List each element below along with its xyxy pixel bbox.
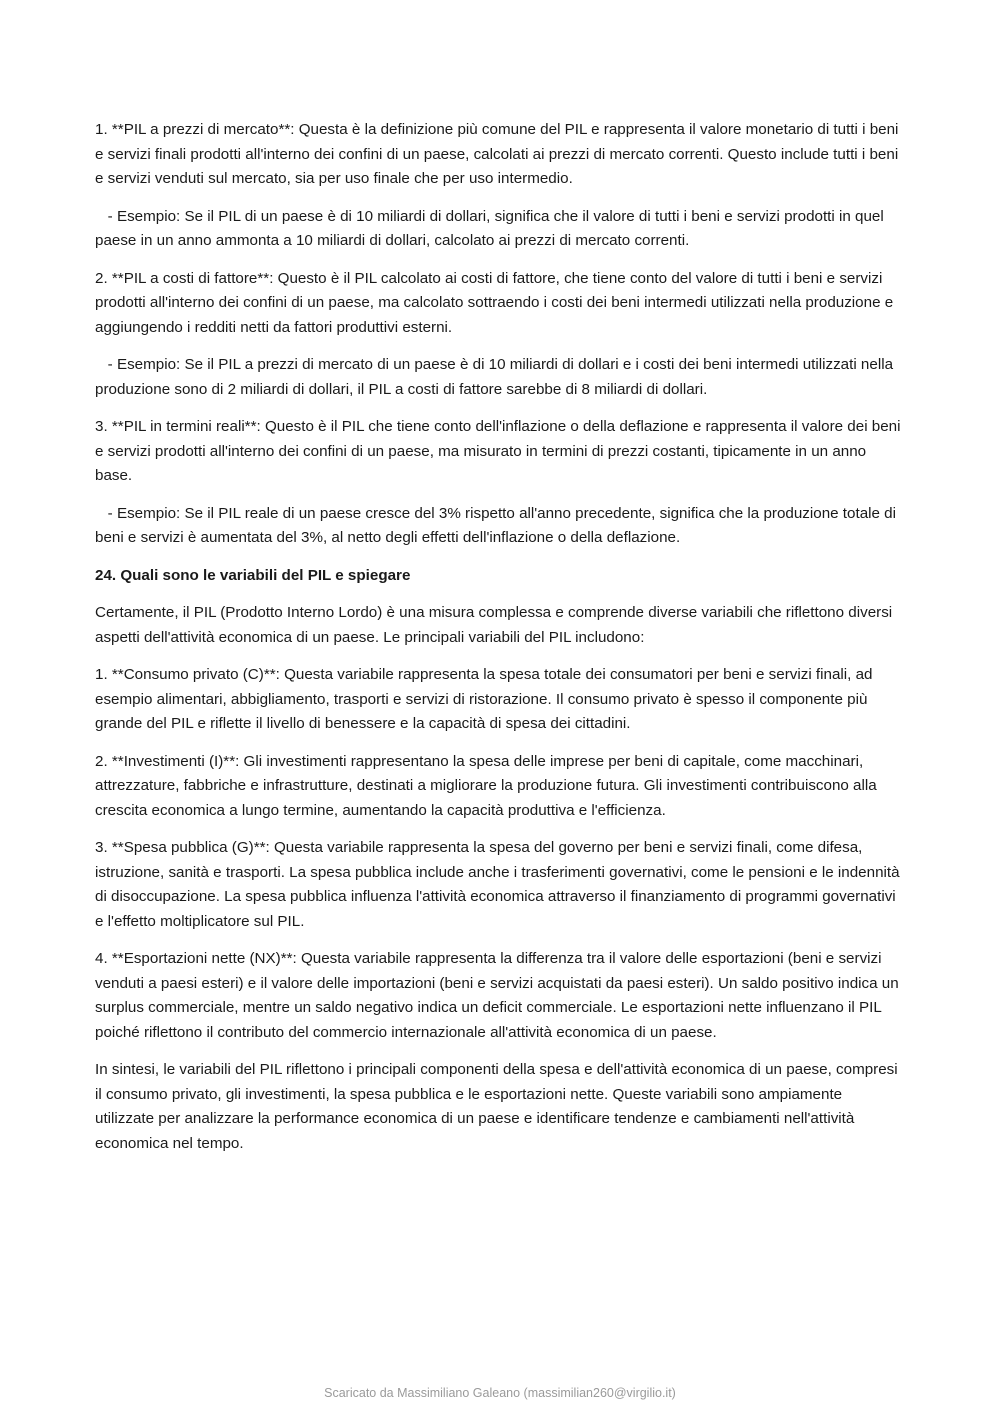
paragraph-investimenti: 2. **Investimenti (I)**: Gli investimenti rappresentano la spesa delle imprese per beni di capitale, come macchinari, attrezzature, fabbriche e infrastrutture, destinati a migliorare la produzione futura. Gli investimenti contribuiscono alla crescita economica a lungo termine, aumentando la capacità produttiva e l'efficienza.: [95, 752, 881, 819]
paragraph-intro-variabili: Certamente, il PIL (Prodotto Interno Lordo) è una misura complessa e comprende diverse variabili che riflettono diversi aspetti dell'attività economica di un paese. Le principali variabili del PIL includono:: [95, 604, 897, 646]
paragraph-spesa-pubblica: 3. **Spesa pubblica (G)**: Questa variabile rappresenta la spesa del governo per beni e servizi finali, come difesa, istruzione, sanità e trasporti. La spesa pubblica include anche i trasferimenti governativi, come le pensioni e le indennità di disoccupazione. La spesa pubblica influenza l'attività economica attraverso il finanziamento di programmi governativi e l'effetto moltiplicatore sul PIL.: [95, 839, 904, 930]
document-body: [95, 118, 905, 1169]
paragraph-esempio-prezzi-mercato: - Esempio: Se il PIL di un paese è di 10 miliardi di dollari, significa che il valore di tutti i beni e servizi prodotti in quel paese in un anno ammonta a 10 miliardi di dollari, calcolato ai prezzi di mercato correnti.: [95, 207, 888, 249]
paragraph-esempio-costi-fattore: - Esempio: Se il PIL a prezzi di mercato di un paese è di 10 miliardi di dollari e i costi dei beni intermedi utilizzati nella produzione sono di 2 miliardi di dollari, il PIL a costi di fattore sarebbe di 8 miliardi di dollari.: [95, 356, 898, 398]
paragraph-consumo-privato: 1. **Consumo privato (C)**: Questa variabile rappresenta la spesa totale dei consumatori per beni e servizi finali, ad esempio alimentari, abbigliamento, trasporti e servizi di ristorazione. Il consumo privato è spesso il componente più grande del PIL e riflette il livello di benessere e la capacità di spesa dei cittadini.: [95, 666, 877, 732]
paragraph-pil-prezzi-mercato: 1. **PIL a prezzi di mercato**: Questa è la definizione più comune del PIL e rappresenta il valore monetario di tutti i beni e servizi finali prodotti all'interno dei confini di un paese, calcolati ai prezzi di mercato correnti. Questo include tutti i beni e servizi venduti sul mercato, sia per uso finale che per uso intermedio.: [95, 121, 903, 187]
section-heading: 24. Quali sono le variabili del PIL e spiegare: [95, 566, 411, 584]
paragraph-esempio-termini-reali: - Esempio: Se il PIL reale di un paese cresce del 3% rispetto all'anno precedente, significa che la produzione totale di beni e servizi è aumentata del 3%, al netto degli effetti dell'inflazione o della deflazione.: [95, 504, 901, 546]
paragraph-esportazioni-nette: 4. **Esportazioni nette (NX)**: Questa variabile rappresenta la differenza tra il valore delle esportazioni (beni e servizi venduti a paesi esteri) e il valore delle importazioni (beni e servizi acquistati da paesi esteri). Un saldo positivo indica un surplus commerciale, mentre un saldo negativo indica un deficit commerciale. Le esportazioni nette influenzano il PIL poiché riflettono il contributo del commercio internazionale all'attività economica di un paese.: [95, 950, 903, 1041]
download-footer: Scaricato da Massimiliano Galeano (massimilian260@virgilio.it): [324, 1386, 676, 1400]
paragraph-sintesi: In sintesi, le variabili del PIL riflettono i principali componenti della spesa e dell'attività economica di un paese, compresi il consumo privato, gli investimenti, la spesa pubblica e le esportazioni nette. Queste variabili sono ampiamente utilizzate per analizzare la performance economica di un paese e identificare tendenze e cambiamenti nell'attività economica nel tempo.: [95, 1061, 902, 1152]
paragraph-pil-termini-reali: 3. **PIL in termini reali**: Questo è il PIL che tiene conto dell'inflazione o della deflazione e rappresenta il valore dei beni e servizi prodotti all'interno dei confini di un paese, ma misurato in termini di prezzi costanti, tipicamente in un anno base.: [95, 418, 905, 484]
paragraph-pil-costi-fattore: 2. **PIL a costi di fattore**: Questo è il PIL calcolato ai costi di fattore, che tiene conto del valore di tutti i beni e servizi prodotti all'interno dei confini di un paese, ma calcolato sottraendo i costi dei beni intermedi utilizzati nella produzione e aggiungendo i redditi netti da fattori produttivi esterni.: [95, 269, 898, 336]
